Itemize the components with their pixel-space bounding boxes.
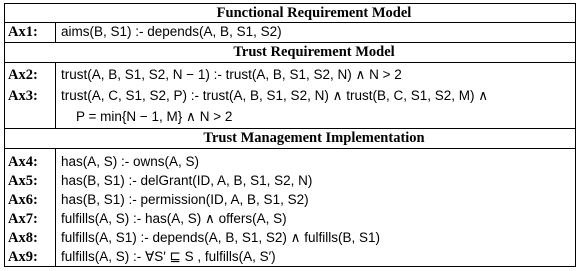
axiom-row xyxy=(5,172,575,190)
axiom-row xyxy=(5,153,575,171)
axioms-table xyxy=(4,3,576,267)
axiom-formula: trust(A, B, S1, S2, N − 1) :- trust(A, B, S1, S2, N) ∧ N > 2 xyxy=(61,67,402,82)
axiom-formula-continuation: P = min{N − 1, M} ∧ N > 2 xyxy=(76,109,233,124)
axiom-formula: has(B, S1) :- permission(ID, A, B, S1, S2) xyxy=(61,192,309,207)
section-header-trust-management xyxy=(5,129,575,147)
axiom-row xyxy=(5,66,575,84)
divider xyxy=(5,62,575,63)
column-separator xyxy=(55,22,56,42)
axiom-label: Ax4: xyxy=(8,154,38,170)
axiom-label: Ax9: xyxy=(8,249,38,265)
axiom-label: Ax1: xyxy=(8,24,38,40)
axiom-formula: fulfills(A, S) :- ∀S′ ⊑ S , fulfills(A, S′) xyxy=(61,249,276,264)
column-separator xyxy=(55,62,56,128)
axiom-row xyxy=(5,210,575,228)
axiom-continuation-row xyxy=(5,108,575,126)
axiom-row xyxy=(5,248,575,266)
axiom-label: Ax6: xyxy=(8,192,38,208)
section-title: Functional Requirement Model xyxy=(216,5,412,21)
divider xyxy=(5,148,575,149)
axiom-formula: fulfills(A, S) :- has(A, S) ∧ offers(A, S) xyxy=(61,211,287,226)
column-separator xyxy=(55,148,56,266)
section-title: Trust Requirement Model xyxy=(233,44,395,60)
axiom-label: Ax3: xyxy=(8,88,38,104)
axiom-formula: aims(B, S1) :- depends(A, B, S1, S2) xyxy=(61,24,282,39)
section-header-functional xyxy=(5,4,575,22)
axiom-label: Ax7: xyxy=(8,211,38,227)
axiom-row xyxy=(5,23,575,41)
section-header-trust-requirement xyxy=(5,43,575,61)
axiom-formula: has(B, S1) :- delGrant(ID, A, B, S1, S2, N) xyxy=(61,173,313,188)
axiom-formula: trust(A, C, S1, S2, P) :- trust(A, B, S1, S2, N) ∧ trust(B, C, S1, S2, M) ∧ xyxy=(61,88,489,103)
axiom-label: Ax8: xyxy=(8,230,38,246)
axiom-label: Ax2: xyxy=(8,67,38,83)
axiom-row xyxy=(5,87,575,105)
axiom-formula: fulfills(A, S1) :- depends(A, B, S1, S2) ∧ fulfills(B, S1) xyxy=(61,230,380,245)
axiom-row xyxy=(5,229,575,247)
section-title: Trust Management Implementation xyxy=(203,130,425,146)
axiom-formula: has(A, S) :- owns(A, S) xyxy=(61,154,200,169)
axiom-label: Ax5: xyxy=(8,173,38,189)
axiom-row xyxy=(5,191,575,209)
